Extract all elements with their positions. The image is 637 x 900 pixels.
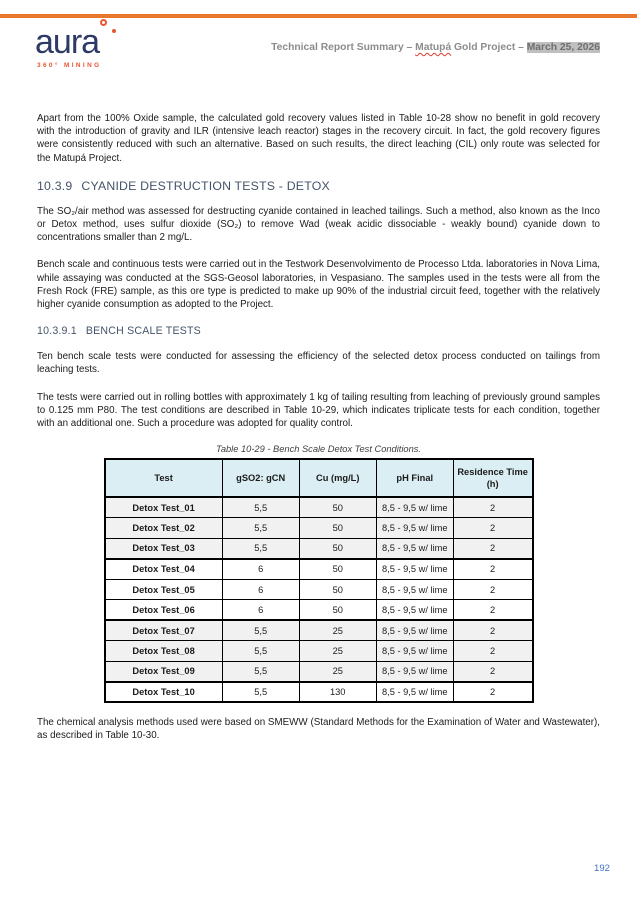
paragraph-gold-recovery: Apart from the 100% Oxide sample, the calculated gold recovery values listed in Table 10-28 show no benefit in gold recovery with the introduction of gravity and ILR (intensive leach reactor) stages in the recovery circuit. In fact, the gold recovery figures were consistently reduced with such an alternative. Based on such results, the direct leaching (CIL) only route was selected for the Matupá Project. — [37, 113, 600, 164]
table-row: Detox Test_09 5,5 25 8,5 - 9,5 w/ lime 2 — [105, 661, 533, 682]
table-row: Detox Test_01 5,5 50 8,5 - 9,5 w/ lime 2 — [105, 497, 533, 518]
column-header-ph-final: pH Final — [376, 459, 453, 497]
table-row: Detox Test_05 6 50 8,5 - 9,5 w/ lime 2 — [105, 579, 533, 600]
table-row: Detox Test_07 5,5 25 8,5 - 9,5 w/ lime 2 — [105, 620, 533, 641]
subsection-heading-bench-scale-tests — [37, 325, 600, 337]
table-row: Detox Test_08 5,5 25 8,5 - 9,5 w/ lime 2 — [105, 641, 533, 662]
detox-test-conditions-table — [104, 458, 534, 703]
column-header-residence-time: Residence Time (h) — [453, 459, 532, 497]
column-header-test: Test — [105, 459, 223, 497]
subsection-number: 10.3.9.1 — [37, 325, 77, 338]
paragraph-bench-scale-labs: Bench scale and continuous tests were carried out in the Testwork Desenvolvimento de Processo Ltda. laboratories in Nova Lima, while assaying was conducted at the SGS-Geosol laboratories, in Vespasiano. The samples used in the tests were all from the Fresh Rock (FRE) sample, as this ore type is predicted to make up 90% of the industrial circuit feed, together with the relatively higher cyanide consumption as adopted to the Project. — [37, 259, 600, 311]
table-row: Detox Test_02 5,5 50 8,5 - 9,5 w/ lime 2 — [105, 518, 533, 539]
table-row: Detox Test_04 6 50 8,5 - 9,5 w/ lime 2 — [105, 559, 533, 580]
subsection-title: BENCH SCALE TESTS — [85, 325, 201, 338]
header-date-field: March 25, 2026 — [526, 42, 600, 53]
header-title-text: Gold Project – — [451, 42, 527, 53]
page-number: 192 — [593, 863, 610, 874]
paragraph-chemical-analysis: The chemical analysis methods used were based on SMEWW (Standard Methods for the Examination of Water and Wastewater), as described in Table 10-30. — [37, 717, 600, 742]
aura-logo — [35, 25, 115, 69]
table-header-row — [105, 459, 533, 497]
page-content — [37, 112, 600, 757]
column-header-cu: Cu (mg/L) — [299, 459, 376, 497]
running-header-title — [271, 42, 600, 53]
paragraph-so2-air-method: The SO₂/air method was assessed for destructing cyanide contained in leached tailings. Such a method, also known as the Inco or Detox method, uses sulfur dioxide (SO₂) to remove Wad (weak acidic dissociable - weakly bound) cyanide down to concentrations smaller than 2 mg/L. — [37, 205, 600, 244]
section-heading-cyanide-destruction — [37, 179, 600, 193]
section-number: 10.3.9 — [37, 178, 73, 193]
header-accent-bar — [0, 14, 637, 18]
table-row: Detox Test_03 5,5 50 8,5 - 9,5 w/ lime 2 — [105, 538, 533, 559]
table-row: Detox Test_10 5,5 130 8,5 - 9,5 w/ lime 2 — [105, 682, 533, 703]
table-caption: Table 10-29 - Bench Scale Detox Test Conditions. — [216, 444, 421, 455]
paragraph-ten-tests: Ten bench scale tests were conducted for assessing the efficiency of the selected detox process conducted on tailings from leaching tests. — [37, 351, 600, 376]
header-project-name: Matupá — [415, 42, 452, 53]
section-title: CYANIDE DESTRUCTION TESTS - DETOX — [81, 178, 330, 193]
table-row: Detox Test_06 6 50 8,5 - 9,5 w/ lime 2 — [105, 600, 533, 621]
logo-degree-icon — [99, 25, 115, 51]
logo-tagline: 360° MINING — [37, 62, 102, 69]
paragraph-rolling-bottles: The tests were carried out in rolling bottles with approximately 1 kg of tailing resulting from leaching of previously ground samples to 0.125 mm P80. The test conditions are described in Table 10-29, which indicates triplicate tests for each condition, together with an additional one. Such a procedure was adopted for quality control. — [37, 391, 600, 430]
header-title-text: Technical Report Summary – — [271, 42, 416, 53]
column-header-gso2-gcn: gSO2: gCN — [222, 459, 299, 497]
logo-wordmark: aura — [35, 23, 100, 61]
logo-wordmark-row — [35, 25, 115, 59]
